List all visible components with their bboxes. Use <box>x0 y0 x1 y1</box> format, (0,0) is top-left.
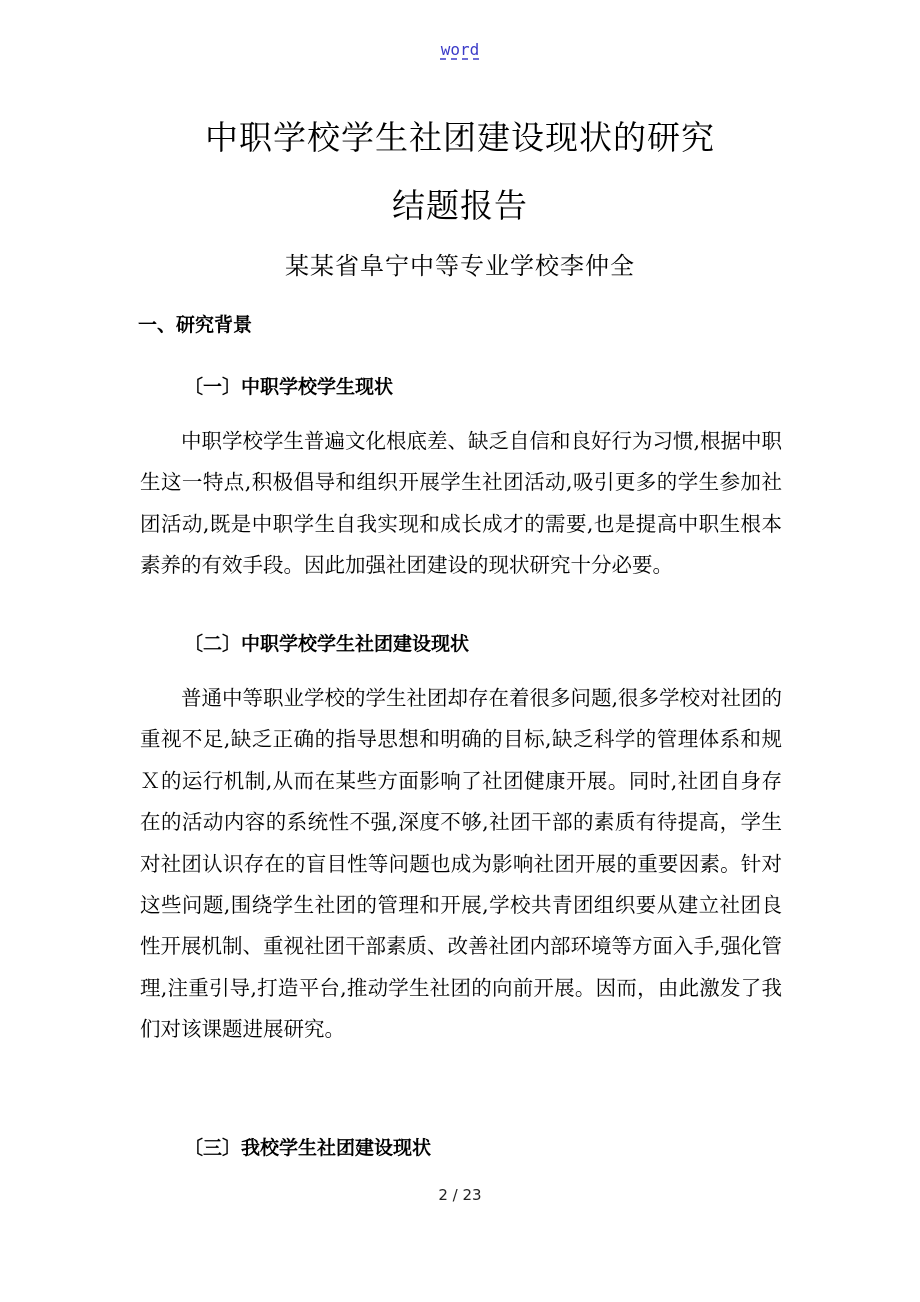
document-title-line-1: 中职学校学生社团建设现状的研究 <box>205 118 715 157</box>
section-heading-background: 一、研究背景 <box>138 314 253 336</box>
paragraph-club-status: 普通中等职业学校的学生社团却存在着很多问题,很多学校对社团的重视不足,缺乏正确的指导思想和明确的目标,缺乏科学的管理体系和规Ｘ的运行机制,从而在某些方面影响了社团健康开展。同时,社团自身存在的活动内容的系统性不强,深度不够,社团干部的素质有待提高，学生对社团认识存在的盲目性等问题也成为影响社团开展的重要因素。针对这些问题,围绕学生社团的管理和开展,学校共青团组织要从建立社团良性开展机制、重视社团干部素质、改善社团内部环境等方面入手,强化管理,注重引导,打造平台,推动学生社团的向前开展。因而，由此激发了我们对该课题进展研究。 <box>140 686 783 1042</box>
page-indicator: 2 / 23 <box>438 1186 482 1204</box>
subsection-heading-student-status: 〔一〕中职学校学生现状 <box>184 376 394 398</box>
document-title-line-2: 结题报告 <box>392 186 528 225</box>
subsection-heading-our-school: 〔三〕我校学生社团建设现状 <box>184 1137 432 1159</box>
paragraph-student-status: 中职学校学生普遍文化根底差、缺乏自信和良好行为习惯,根据中职生这一特点,积极倡导和组织开展学生社团活动,吸引更多的学生参加社团活动,既是中职学生自我实现和成长成才的需要,也是提高中职生根本素养的有效手段。因此加强社团建设的现状研究十分必要。 <box>140 429 783 578</box>
header-word-link[interactable]: word <box>440 40 480 59</box>
subsection-heading-club-status: 〔二〕中职学校学生社团建设现状 <box>184 633 470 655</box>
document-author: 某某省阜宁中等专业学校李仲全 <box>285 252 635 280</box>
